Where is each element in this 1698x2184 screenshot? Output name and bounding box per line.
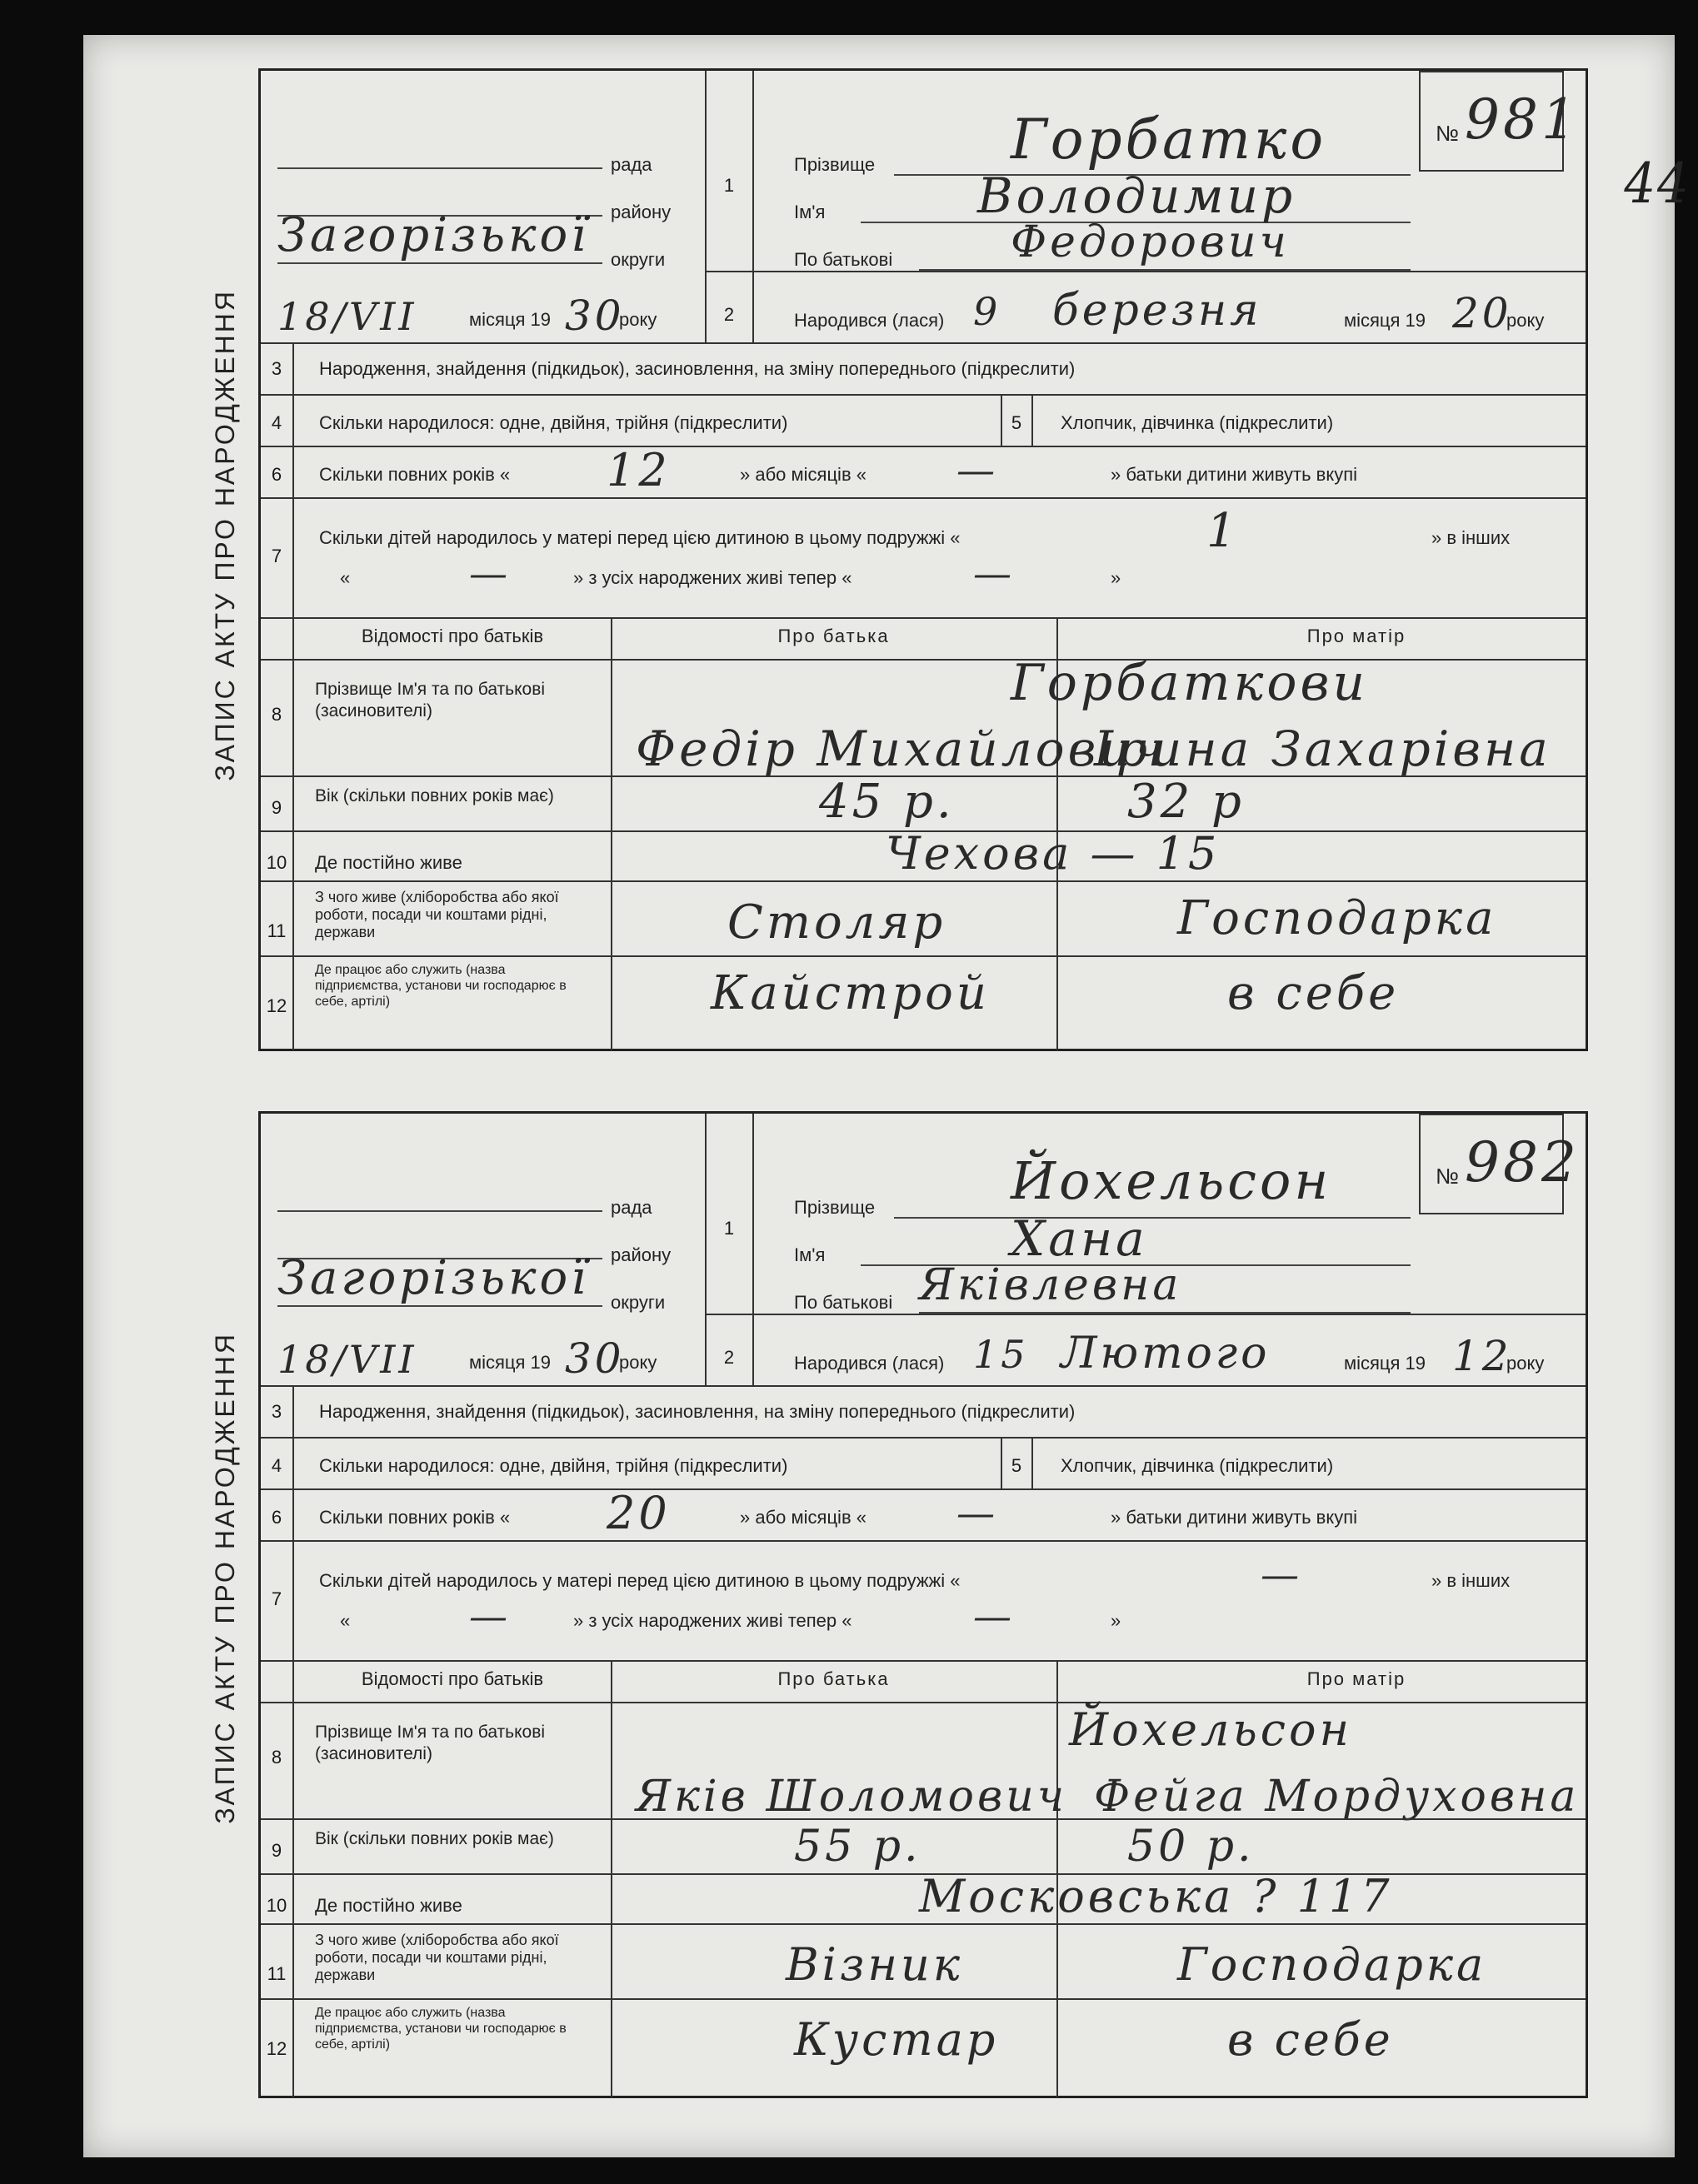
- child-name: Володимир: [977, 167, 1296, 224]
- children-alive: —: [973, 551, 1015, 596]
- father-name: Яків Шоломович: [636, 1772, 1068, 1822]
- record-number: 981: [1465, 87, 1580, 152]
- children-before: 1: [1206, 504, 1240, 558]
- child-name: Хана: [1011, 1210, 1148, 1267]
- months-together: —: [956, 1490, 998, 1535]
- registration-year: 30: [565, 1334, 625, 1383]
- born-year: 20: [1452, 289, 1512, 337]
- father-work: Кайстрой: [711, 966, 990, 1020]
- children-before: —: [1261, 1552, 1302, 1597]
- father-work: Кустар: [794, 2013, 999, 2066]
- born-day: 9: [973, 289, 1001, 334]
- register-page: [83, 35, 1691, 2157]
- child-surname: Йохельсон: [1011, 1150, 1332, 1211]
- okrug-handwritten: Загорізької: [277, 1251, 590, 1305]
- father-age: 55 р.: [794, 1822, 921, 1872]
- residence: Чехова — 15: [886, 827, 1221, 880]
- page-number: 44: [1624, 152, 1691, 216]
- mother-work: в себе: [1227, 966, 1400, 1020]
- years-together: 12: [607, 444, 671, 496]
- record-side-title: ЗАПИС АКТУ ПРО НАРОДЖЕННЯ: [209, 288, 240, 781]
- father-name: Федір Михайлович: [636, 721, 1167, 777]
- mother-name: Фейга Мордуховна: [1094, 1772, 1580, 1822]
- residence: Московська ? 117: [919, 1870, 1393, 1922]
- mother-work: в себе: [1227, 2013, 1394, 2066]
- father-occupation: Столяр: [727, 895, 946, 950]
- born-month: Лютого: [1061, 1329, 1271, 1379]
- mother-age: 32 р: [1127, 775, 1245, 829]
- born-year: 12: [1452, 1332, 1512, 1380]
- mother-occupation: Господарка: [1177, 1938, 1487, 1991]
- children-other: —: [469, 1593, 511, 1638]
- parents-surname: Горбаткови: [1011, 654, 1369, 712]
- father-occupation: Візник: [786, 1938, 963, 1991]
- parents-surname: Йохельсон: [1069, 1703, 1353, 1756]
- years-together: 20: [607, 1487, 671, 1539]
- record-frame: № 982 рада району Загорізької округи 18/VII місяця 19 30 року 1 Прізвище Йохельсон Ім'я Хана По батькові Яківлевна 2 Народився (лася) 15 Лютого місяця 19 12 року 3 Народження, знайдення (підкидьок), засиновлення, на зміну попереднього (підкреслити) 4 Скільки народилося: одне, двійня, трійня (підкреслити) 5 Хлопчик, дівчинка (підкреслити) 6 Скільки повних років « 20 » або місяців « — » батьки дитини живуть вкупі 7 Скільки дітей народилось у матері перед цією дитиною в цьому подружжі « — » в інших « — » з усіх народжених живі тепер « — » Відомості про батьків Про батька Про матір 8 Прізвище Ім'я та по батькові (засиновителі) Йохельсон Яків Шоломович Фейга Мордуховна 9 Вік (скільки повних років має) 55 р. 50 р. 10 Де постійно живе Московська ? 117 11 З чого живе (хліборобства або якої роботи, посади чи коштами рідні, держави Візник Господарка 12 Де працює або служить (назва підприємства, установи чи господарює в себе, артілі) Кустар в себе: [258, 1111, 1588, 2098]
- father-age: 45 р.: [819, 775, 955, 829]
- birth-record-1: [192, 68, 1588, 1051]
- registration-year: 30: [565, 292, 625, 340]
- children-other: —: [469, 551, 511, 596]
- mother-name: Ірина Захарівна: [1094, 721, 1551, 777]
- okrug-handwritten: Загорізької: [277, 208, 590, 262]
- record-number: 982: [1465, 1130, 1580, 1194]
- child-surname: Горбатко: [1011, 107, 1327, 172]
- months-together: —: [956, 447, 998, 492]
- child-patronymic: Яківлевна: [919, 1260, 1182, 1310]
- record-frame: № 981 рада району Загорізької округи 18/VII місяця 19 30 року 1 Прізвище Горбатко Ім'я Володимир По батькові Федорович 2 Народився (лася) 9 березня місяця 19 20 року 3 Народження, знайдення (підкидьок), засиновлення, на зміну попереднього (підкреслити) 4 Скільки народилося: одне, двійня, трійня (підкреслити) 5 Хлопчик, дівчинка (підкреслити) 6 Скільки повних років « 12 » або місяців « — » батьки дитини живуть вкупі 7 Скільки дітей народилось у матері перед цією дитиною в цьому подружжі « 1 » в інших « — » з усіх народжених живі тепер « — » Відомості про батьків Про батька Про матір 8 Прізвище Ім'я та по батькові (засиновителі) Горбаткови Федір Михайлович Ірина Захарівна 9 Вік (скільки повних років має) 45 р. 32 р 10 Де постійно живе Чехова — 15 11 З чого живе (хліборобства або якої роботи, посади чи коштами рідні, держави Столяр Господарка 12 Де працює або служить (назва підприємства, установи чи господарює в себе, артілі) Кайстрой в себе: [258, 68, 1588, 1051]
- born-month: березня: [1052, 286, 1262, 336]
- child-patronymic: Федорович: [1011, 217, 1290, 267]
- birth-record-2: [192, 1111, 1588, 2098]
- record-side-title: ЗАПИС АКТУ ПРО НАРОДЖЕННЯ: [209, 1331, 240, 1824]
- mother-occupation: Господарка: [1177, 891, 1497, 945]
- children-alive: —: [973, 1593, 1015, 1638]
- registration-day: 18/VII: [277, 1337, 417, 1382]
- mother-age: 50 р.: [1127, 1822, 1255, 1872]
- born-day: 15: [973, 1332, 1029, 1377]
- registration-day: 18/VII: [277, 294, 417, 339]
